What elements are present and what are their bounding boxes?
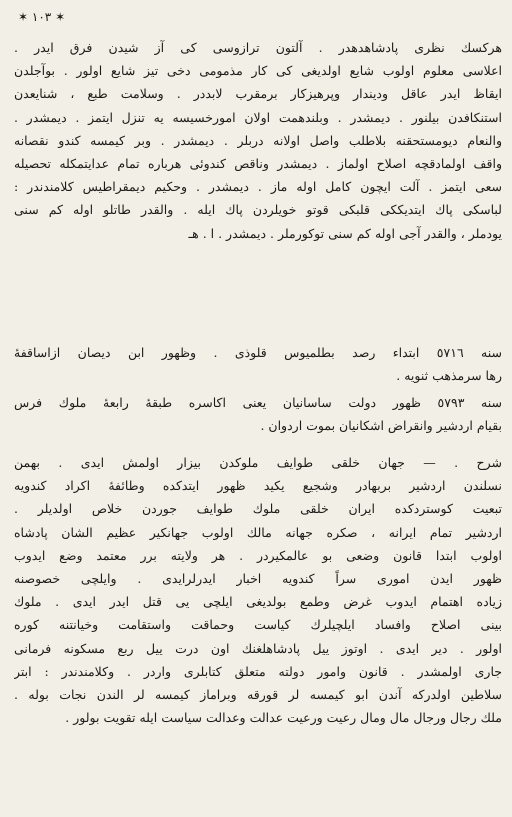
- text-line: ايقاظ ايدر عاقل وديندار وپرهيزكار برمقرب لابددر . وسلامت طبع ، شنايعدن: [14, 86, 502, 102]
- text-line: لباسكى پاك ايتديككى قلبكى قوتو خويلردن پاك ايله . والقدر طاتلو اوله كم سنى: [14, 202, 502, 218]
- text-line: بينى اصلاح وافساد ايلچيلرك كياست وحماقت واستقامت وخيانتنه كوره: [14, 617, 502, 633]
- text-line: شرح . — جهان خلقى طوايف ملوكدن بيزار اولمش ايدى . بهمن: [14, 455, 502, 470]
- text-line: هركسك نظرى پادشاهدهدر . آلتون ترازوسى كى آز شيدن فرق ايدر .: [14, 40, 502, 55]
- paragraph-3: [14, 391, 502, 437]
- text-line: ظهور ايدن امورى سراً كندويه اخبار ايدرلرايدى . وايلچى خصوصنه: [14, 571, 502, 587]
- page-header: [14, 8, 502, 30]
- text-line: ملك رجال ورجال مال ومال رعيت ورعيت عدالت وعدالت سياست ايله تقويت بولور .: [65, 710, 502, 726]
- text-line: والنعام ديومستحقنه بلاطلب واصل اولانه دربلر . ديمشدر . وبر كيمسه كندو نقصانه: [14, 132, 502, 148]
- text-line: جارى اولمشدر . قانون وامور دولته متعلق كتابلرى واردر . وكلامندندر : ابتر: [14, 663, 502, 679]
- text-line: زياده اهتمام ايدوب غرض وطمع بولديغى ايلچى يى قتل ايدر ايدى . ملوك: [14, 594, 502, 610]
- ornament-left-icon: ✶: [18, 10, 29, 24]
- text-line: يودملر ، والقدر آجى اوله كم سنى توكورملر . ديمشدر . ا . هـ: [188, 225, 502, 241]
- text-line: اولور . دير ايدى . اوتوز ييل پادشاهلغنك اون درت ييل ربع مسكونه فرمانى: [14, 640, 502, 656]
- text-line: اعلاسى معلوم اولوب شايع اولديغى كى كار مذمومى دخى تيز شايع اولور . بوآجلدن: [14, 63, 502, 79]
- text-line: سلاطين اولدركه آندن ابو كيمسه لر قورقه وبراماز كيمسه لر الندن نجات بوله .: [14, 687, 502, 703]
- text-line: تبعيت كوستردكده ايران خلقى ملوك طوايف جوردن خلاص اولديلر .: [14, 501, 502, 517]
- text-line: سنه ٥٧٩٣ ظهور دولت ساسانيان يعنى اكاسره طبقهٔ رابعهٔ ملوك فرس: [14, 395, 502, 410]
- text-line: سعى ايتمز . آلت ايچون كامل اوله ماز . ديمشدر . وحكيم ديمقراطيس كلامندندر :: [14, 179, 502, 195]
- text-line: سنه ٥٧١٦ ابتداء رصد بطلميوس قلوذى . وظهور ابن ديصان ازاساقفهٔ: [14, 345, 502, 360]
- text-line: استنكافدن بيلنور . ديمشدر . وبلندهمت اولان امورخسيسه يه تنزل ايتمز . ديمشدر .: [14, 109, 502, 125]
- text-line: نسلندن اردشير بربهادر وشجيع يكيد ظهور ايتدكده وطائفهٔ اكراد كندويه: [14, 478, 502, 494]
- text-line: رها سرمذهب ثنويه .: [396, 368, 502, 384]
- paragraph-2: [14, 341, 502, 387]
- text-line: بقيام اردشير وانقراض اشكانيان بموت اردوان .: [260, 418, 502, 434]
- paragraph-1: [14, 36, 502, 245]
- text-line: اردشير تمام ايرانه ، صكره جهانه مالك اولوب جهانكير عظيم الشان پادشاه: [14, 524, 502, 540]
- text-line: واقف اولمادقچه اصلاح اولماز . ديمشدر وناقص كندوئى هرباره تمام عدايتمكله تحصيله: [14, 156, 502, 172]
- document-page: [14, 8, 502, 808]
- ornament-right-icon: ✶: [55, 10, 66, 24]
- page-number: [18, 10, 65, 24]
- paragraph-4: [14, 451, 502, 729]
- text-line: اولوب ابتدا قانون وضعى بو عالمكيردر . هر ولايته برر معتمد وضع ايدوب: [14, 547, 502, 563]
- page-number-text: ۱۰۳: [31, 10, 52, 24]
